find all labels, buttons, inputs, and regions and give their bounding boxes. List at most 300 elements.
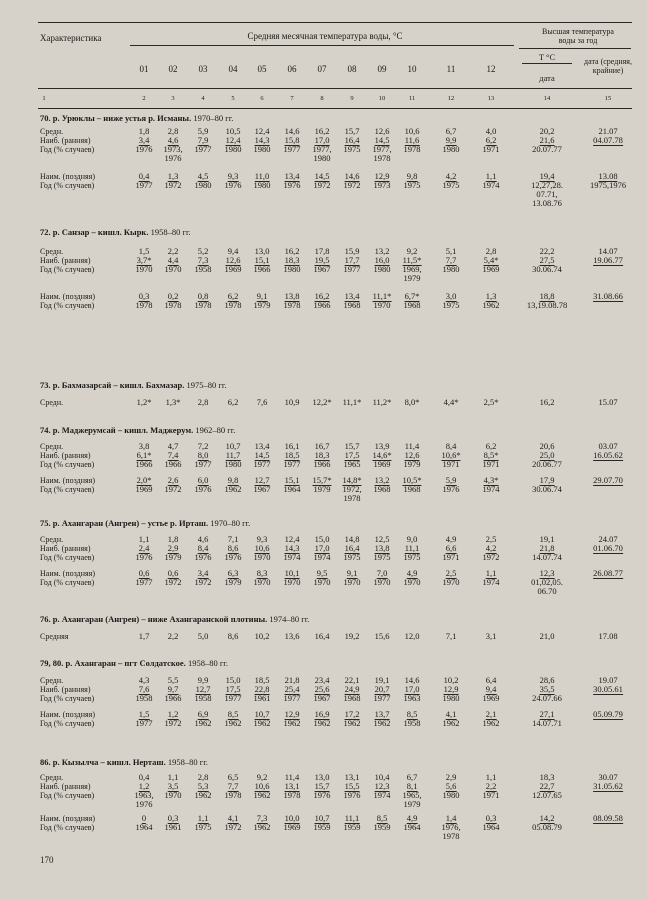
- cell-line: 15,7: [344, 441, 360, 451]
- cell-line: 0,2: [167, 291, 179, 301]
- row-label: Средн.: [40, 247, 64, 256]
- cell-line: 1962: [482, 300, 500, 310]
- cell-line: 13.08.76: [532, 198, 562, 208]
- row-label: Год (% случаев): [40, 553, 95, 562]
- cell-line: 1962: [313, 718, 331, 728]
- column-number: 4: [201, 95, 205, 102]
- cell-line: 14,5: [254, 450, 270, 460]
- cell-line: 1970: [164, 264, 182, 274]
- cell-line: 18,5: [254, 675, 270, 685]
- cell-line: 13,1: [344, 772, 360, 782]
- cell-line: 1977: [135, 180, 153, 190]
- cell-line: 0,4: [138, 772, 150, 782]
- cell-line: 1973: [373, 180, 391, 190]
- cell-line: 3,7*: [136, 255, 152, 265]
- cell-line: 17.08: [598, 631, 618, 641]
- section-title: [40, 518, 250, 528]
- cell-line: 16,2: [314, 126, 330, 136]
- cell-line: 14.07.71: [532, 718, 562, 728]
- cell-line: 1972: [482, 552, 500, 562]
- cell-line: 11,0: [254, 171, 270, 181]
- cell-line: 1978: [164, 300, 182, 310]
- cell-line: 2,8: [485, 246, 497, 256]
- cell-line: 1970: [343, 577, 361, 587]
- cell-line: 27,1: [539, 709, 555, 719]
- cell-line: 1966: [135, 459, 153, 469]
- section-years: 1958–80 гг.: [187, 658, 228, 668]
- cell-line: 4,3: [138, 675, 150, 685]
- cell-line: 30.07: [598, 772, 618, 782]
- cell-line: 10,2: [254, 631, 270, 641]
- cell-line: 13,2: [374, 246, 390, 256]
- cell-line: 1963: [403, 693, 421, 703]
- cell-line: 7,3: [197, 255, 209, 265]
- cell-line: 9,8: [227, 475, 239, 485]
- cell-line: 12.07.65: [532, 790, 562, 800]
- cell-line: 1969: [224, 264, 242, 274]
- cell-line: 12,9: [443, 684, 459, 694]
- cell-line: 20,7: [374, 684, 390, 694]
- cell-line: 17,9: [539, 475, 555, 485]
- cell-line: 13,4: [344, 291, 360, 301]
- cell-line: 6,2: [227, 291, 239, 301]
- cell-line: 1978: [343, 493, 361, 503]
- cell-line: 13,6: [284, 631, 300, 641]
- cell-line: 18,8: [539, 291, 555, 301]
- section-name: 75. р. Ахангаран (Ангрен) – устье р. Ирташ.: [40, 518, 209, 528]
- row-label: Средн.: [40, 127, 64, 136]
- cell-line: 11,4: [284, 772, 300, 782]
- header-month-05: 05: [257, 64, 267, 74]
- cell-line: 13,0: [314, 772, 330, 782]
- row-label: Наим. (поздняя): [40, 476, 96, 485]
- cell-line: 1972: [313, 180, 331, 190]
- cell-line: 5,5: [167, 675, 179, 685]
- cell-line: 6,4: [485, 675, 497, 685]
- cell-line: 1964: [482, 822, 500, 832]
- cell-line: 1968: [343, 300, 361, 310]
- cell-line: 1978: [224, 790, 242, 800]
- cell-line: 1970: [253, 577, 271, 587]
- cell-line: 0,3: [167, 813, 179, 823]
- cell-line: 7,7: [445, 255, 457, 265]
- cell-line: 2,0*: [136, 475, 152, 485]
- cell-line: 7,4: [167, 450, 179, 460]
- row-label: Год (% случаев): [40, 719, 95, 728]
- cell-line: 17,0: [314, 135, 330, 145]
- page-number: 170: [40, 855, 54, 865]
- cell-line: 20.06.77: [532, 459, 562, 469]
- cell-line: 4,1: [227, 813, 239, 823]
- cell-line: 1968: [373, 484, 391, 494]
- cell-line: 35,5: [539, 684, 555, 694]
- cell-line: 8,1: [406, 781, 418, 791]
- cell-line: 10,4: [374, 772, 390, 782]
- cell-line: 7,0: [376, 568, 388, 578]
- cell-line: 4,9: [406, 813, 418, 823]
- cell-line: 10,6: [254, 781, 270, 791]
- cell-line: 10,2: [443, 675, 459, 685]
- cell-line: 16.05.62: [593, 450, 623, 460]
- row-label: Средн.: [40, 676, 64, 685]
- cell-line: 1976: [164, 153, 182, 163]
- cell-line: 1966: [164, 459, 182, 469]
- cell-line: 1974: [482, 484, 500, 494]
- cell-line: 1959: [373, 822, 391, 832]
- cell-line: 25,6: [314, 684, 330, 694]
- section-years: 1970–80 гг.: [193, 113, 234, 123]
- header-month-10: 10: [407, 64, 417, 74]
- row-label: Год (% случаев): [40, 181, 95, 190]
- column-number: 1: [42, 95, 46, 102]
- cell-line: 1979: [253, 300, 271, 310]
- cell-line: 1974: [373, 790, 391, 800]
- cell-line: 1977: [373, 693, 391, 703]
- cell-line: 20,6: [539, 441, 555, 451]
- cell-line: 1961: [253, 693, 271, 703]
- cell-line: 1976: [224, 552, 242, 562]
- cell-line: 0,6: [138, 568, 150, 578]
- cell-line: 6,9: [197, 709, 209, 719]
- cell-line: 1972: [164, 718, 182, 728]
- column-number: 5: [231, 95, 235, 102]
- cell-line: 1969: [373, 459, 391, 469]
- cell-line: 1971: [482, 790, 500, 800]
- cell-line: 1979: [403, 799, 421, 809]
- cell-line: 1976: [135, 144, 153, 154]
- cell-line: 13,7: [374, 709, 390, 719]
- row-label: Наим. (поздняя): [40, 814, 96, 823]
- cell-line: 1966: [164, 693, 182, 703]
- row-label: Год (% случаев): [40, 578, 95, 587]
- cell-line: 16,7: [314, 441, 330, 451]
- cell-line: 9,4: [485, 684, 497, 694]
- cell-line: 5,2: [197, 246, 209, 256]
- cell-line: 16,2: [284, 246, 300, 256]
- cell-line: 1980: [313, 153, 331, 163]
- cell-line: 21,0: [539, 631, 555, 641]
- cell-line: 1977: [135, 718, 153, 728]
- cell-line: 4,5: [197, 171, 209, 181]
- cell-line: 10,6*: [441, 450, 461, 460]
- header-month-02: 02: [168, 64, 178, 74]
- cell-line: 1975: [403, 552, 421, 562]
- cell-line: 14,5: [374, 135, 390, 145]
- cell-line: 12,6: [374, 126, 390, 136]
- cell-line: 1970: [403, 577, 421, 587]
- cell-line: 1980: [194, 180, 212, 190]
- row-label: Год (% случаев): [40, 145, 95, 154]
- cell-line: 4,3*: [483, 475, 499, 485]
- cell-line: 17,5: [225, 684, 241, 694]
- row-label: Наим. (поздняя): [40, 710, 96, 719]
- cell-line: 1976: [135, 799, 153, 809]
- cell-line: 2,6: [167, 475, 179, 485]
- section-years: 1975–80 гг.: [186, 380, 227, 390]
- cell-line: 1958: [403, 718, 421, 728]
- cell-line: 15,0: [314, 534, 330, 544]
- cell-line: 1976: [135, 552, 153, 562]
- cell-line: 10,6: [404, 126, 420, 136]
- cell-line: 2,4: [138, 543, 150, 553]
- cell-line: 1963,: [134, 790, 154, 800]
- cell-line: 16,0: [374, 255, 390, 265]
- section-name: 79, 80. р. Ахангаран – пгт Солдатское.: [40, 658, 186, 668]
- cell-line: 1977: [283, 459, 301, 469]
- header-month-08: 08: [347, 64, 357, 74]
- cell-line: 1967: [253, 484, 271, 494]
- cell-line: 1970: [442, 577, 460, 587]
- cell-line: 9,3: [227, 171, 239, 181]
- cell-line: 10,5: [225, 126, 241, 136]
- cell-line: 15,6: [374, 631, 390, 641]
- cell-line: 2,5: [445, 568, 457, 578]
- cell-line: 1978: [373, 153, 391, 163]
- cell-line: 1,7: [138, 631, 150, 641]
- cell-line: 1961: [164, 822, 182, 832]
- cell-line: 15,1: [254, 255, 270, 265]
- cell-line: 15,7: [314, 781, 330, 791]
- cell-line: 1964: [283, 484, 301, 494]
- cell-line: 6,2: [227, 397, 239, 407]
- cell-line: 1,4: [445, 813, 457, 823]
- cell-line: 4,0: [485, 126, 497, 136]
- cell-line: 8,0: [197, 450, 209, 460]
- cell-line: 8,4: [445, 441, 457, 451]
- cell-line: 22,1: [344, 675, 360, 685]
- cell-line: 2,2: [485, 781, 497, 791]
- cell-line: 4,9: [406, 568, 418, 578]
- cell-line: 5,6: [445, 781, 457, 791]
- cell-line: 17,0: [314, 543, 330, 553]
- cell-line: 31.05.62: [593, 781, 623, 791]
- cell-line: 4,4*: [443, 397, 459, 407]
- cell-line: 3,4: [197, 568, 209, 578]
- cell-line: 1962: [482, 718, 500, 728]
- cell-line: 1978: [442, 831, 460, 841]
- header-t: T °C: [538, 52, 556, 62]
- cell-line: 8,4: [197, 543, 209, 553]
- row-label: Средн.: [40, 773, 64, 782]
- cell-line: 1978: [403, 144, 421, 154]
- column-number: 3: [171, 95, 175, 102]
- cell-line: 11,2*: [372, 397, 392, 407]
- cell-line: 1975,1976: [589, 180, 627, 190]
- header-characteristic: Характеристика: [40, 33, 102, 43]
- row-label: Наиб. (ранняя): [40, 685, 91, 694]
- cell-line: 8,5: [227, 709, 239, 719]
- cell-line: 1979: [403, 459, 421, 469]
- cell-line: 8,6: [227, 543, 239, 553]
- cell-line: 9,4: [227, 246, 239, 256]
- cell-line: 1958: [194, 693, 212, 703]
- cell-line: 1975: [343, 144, 361, 154]
- cell-line: 1,1: [197, 813, 209, 823]
- column-number: 2: [142, 95, 146, 102]
- cell-line: 3,8: [138, 441, 150, 451]
- cell-line: 9,9: [445, 135, 457, 145]
- cell-line: 10,7: [254, 709, 270, 719]
- cell-line: 19,5: [314, 255, 330, 265]
- cell-line: 1979: [403, 273, 421, 283]
- cell-line: 8,0*: [404, 397, 420, 407]
- cell-line: 30.05.61: [593, 684, 623, 694]
- cell-line: 2,2: [167, 631, 179, 641]
- cell-line: 3,4: [138, 135, 150, 145]
- cell-line: 1977,: [372, 144, 392, 154]
- cell-line: 1980: [253, 144, 271, 154]
- cell-line: 0,6: [167, 568, 179, 578]
- cell-line: 12,0: [404, 631, 420, 641]
- cell-line: 08.09.58: [593, 813, 623, 823]
- cell-line: 10,6: [254, 543, 270, 553]
- cell-line: 11,4: [404, 441, 420, 451]
- cell-line: 4,7: [167, 441, 179, 451]
- column-number: 13: [487, 95, 495, 102]
- cell-line: 0,4: [138, 171, 150, 181]
- section-title: [40, 757, 208, 767]
- cell-line: 1968: [343, 693, 361, 703]
- row-label: Средн.: [40, 442, 64, 451]
- cell-line: 18,3: [314, 450, 330, 460]
- column-number: 7: [290, 95, 294, 102]
- cell-line: 13,2: [374, 475, 390, 485]
- cell-line: 3,1: [485, 631, 497, 641]
- cell-line: 03.07: [598, 441, 618, 451]
- cell-line: 1976: [442, 484, 460, 494]
- cell-line: 1973,: [163, 144, 183, 154]
- cell-line: 16,2: [314, 291, 330, 301]
- cell-line: 22,8: [254, 684, 270, 694]
- cell-line: 13,8: [374, 543, 390, 553]
- cell-line: 1980: [373, 264, 391, 274]
- header-month-06: 06: [287, 64, 297, 74]
- cell-line: 1974: [313, 552, 331, 562]
- column-number: 14: [543, 95, 551, 102]
- section-title: [40, 658, 228, 668]
- cell-line: 1969: [135, 484, 153, 494]
- section-years: 1974–80 гг.: [269, 614, 310, 624]
- cell-line: 1964: [135, 822, 153, 832]
- cell-line: 1969: [482, 264, 500, 274]
- cell-line: 1962: [194, 790, 212, 800]
- cell-line: 2,8: [197, 397, 209, 407]
- cell-line: 1965: [343, 459, 361, 469]
- cell-line: 4,1: [445, 709, 457, 719]
- cell-line: 16,4: [344, 543, 360, 553]
- cell-line: 4,4: [167, 255, 179, 265]
- cell-line: 7,7: [227, 781, 239, 791]
- cell-line: 4,9: [445, 534, 457, 544]
- cell-line: 1979: [313, 484, 331, 494]
- cell-line: 6,6: [445, 543, 457, 553]
- cell-line: 14.07: [598, 246, 618, 256]
- cell-line: 1977: [194, 459, 212, 469]
- cell-line: 1977: [135, 577, 153, 587]
- cell-line: 1,3: [485, 291, 497, 301]
- cell-line: 05.09.79: [593, 709, 623, 719]
- section-title: [40, 614, 309, 624]
- cell-line: 9,1: [346, 568, 358, 578]
- row-label: Наиб. (ранняя): [40, 136, 91, 145]
- cell-line: 4,6: [167, 135, 179, 145]
- cell-line: 8,5*: [483, 450, 499, 460]
- cell-line: 11,1*: [342, 397, 362, 407]
- cell-line: 12,2*: [312, 397, 332, 407]
- cell-line: 16,1: [284, 441, 300, 451]
- row-label: Год (% случаев): [40, 265, 95, 274]
- cell-line: 1962: [253, 790, 271, 800]
- cell-line: 1980: [442, 144, 460, 154]
- cell-line: 7,2: [197, 441, 209, 451]
- cell-line: 15,9: [344, 246, 360, 256]
- cell-line: 1972: [194, 577, 212, 587]
- cell-line: 1976: [283, 180, 301, 190]
- cell-line: 1,3*: [165, 397, 181, 407]
- cell-line: 01.06.70: [593, 543, 623, 553]
- cell-line: 2,2: [167, 246, 179, 256]
- cell-line: 1,1: [167, 772, 179, 782]
- cell-line: 5,1: [445, 246, 457, 256]
- cell-line: 8,5: [406, 709, 418, 719]
- cell-line: 18,3: [284, 255, 300, 265]
- cell-line: 1977: [194, 144, 212, 154]
- cell-line: 12,27,28.: [531, 180, 563, 190]
- cell-line: 10,0: [284, 813, 300, 823]
- cell-line: 1977: [283, 144, 301, 154]
- cell-line: 22,7: [539, 781, 555, 791]
- cell-line: 13,1: [284, 781, 300, 791]
- cell-line: 6,7: [406, 772, 418, 782]
- cell-line: 18,5: [284, 450, 300, 460]
- cell-line: 1964: [403, 822, 421, 832]
- cell-line: 1975: [442, 300, 460, 310]
- cell-line: 11,1: [404, 543, 420, 553]
- cell-line: 4,2: [445, 171, 457, 181]
- cell-line: 19,1: [374, 675, 390, 685]
- cell-line: 11,7: [225, 450, 241, 460]
- cell-line: 1958: [194, 264, 212, 274]
- cell-line: 10,1: [284, 568, 300, 578]
- cell-line: 12,9: [374, 171, 390, 181]
- cell-line: 13,19.08.78: [526, 300, 568, 310]
- cell-line: 12,9: [284, 709, 300, 719]
- cell-line: 1959: [313, 822, 331, 832]
- cell-line: 28,6: [539, 675, 555, 685]
- cell-line: 15,5: [344, 781, 360, 791]
- cell-line: 15,1: [284, 475, 300, 485]
- column-number: 10: [378, 95, 386, 102]
- cell-line: 0,3: [138, 291, 150, 301]
- row-label: Средн.: [40, 398, 64, 407]
- cell-line: 31.08.66: [593, 291, 623, 301]
- cell-line: 1978: [283, 790, 301, 800]
- cell-line: 22,2: [539, 246, 555, 256]
- cell-line: 1980: [224, 144, 242, 154]
- header-monthly-avg: Средняя месячная температура воды, °С: [247, 31, 403, 41]
- cell-line: 13.08: [598, 171, 618, 181]
- cell-line: 1978: [135, 300, 153, 310]
- cell-line: 8,3: [256, 568, 268, 578]
- cell-line: 1967: [313, 693, 331, 703]
- cell-line: 1966: [253, 264, 271, 274]
- header-month-04: 04: [228, 64, 238, 74]
- header-month-01: 01: [139, 64, 149, 74]
- row-label: Наиб. (ранняя): [40, 256, 91, 265]
- cell-line: 19,1: [539, 534, 555, 544]
- section-title: [40, 425, 235, 435]
- cell-line: 1970: [135, 264, 153, 274]
